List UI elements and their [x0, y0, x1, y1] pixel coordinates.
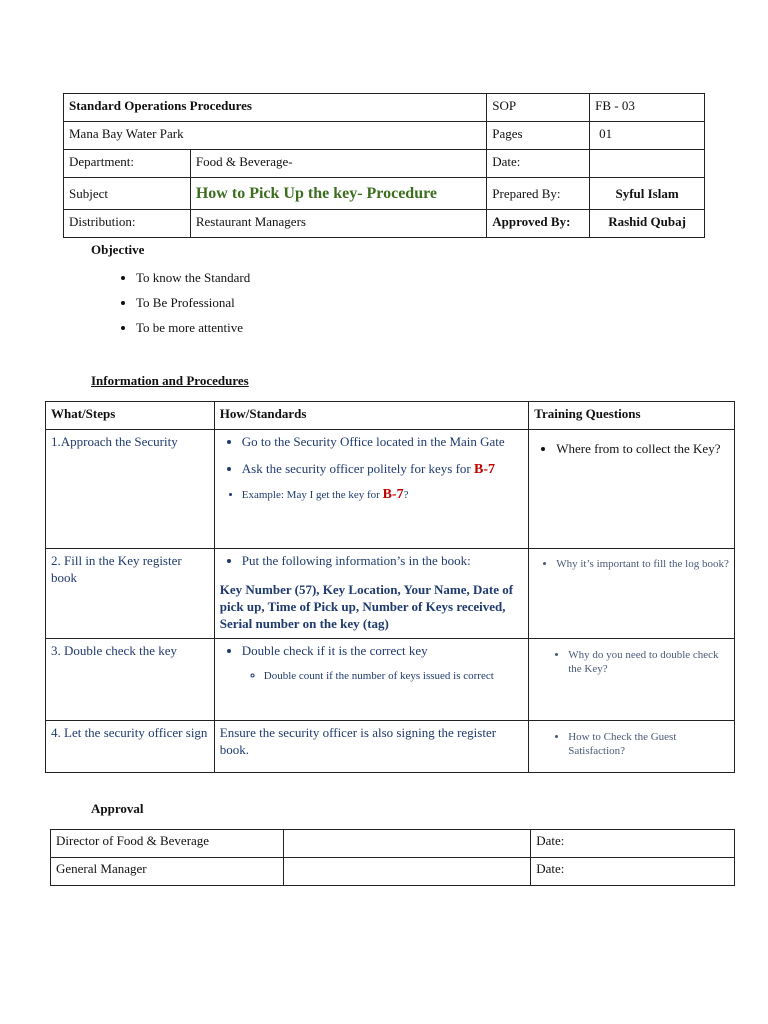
approval-date: Date:: [531, 858, 735, 886]
how-text-end: ?: [403, 489, 409, 501]
how-item: [242, 669, 523, 683]
department-label: Department:: [64, 150, 191, 178]
question-item: • Where from to collect the Key?: [556, 440, 729, 457]
pages-value: 01: [590, 122, 705, 150]
step-cell: 3. Double check the key: [46, 639, 215, 721]
org-name: Mana Bay Water Park: [64, 122, 487, 150]
objective-list: [93, 268, 250, 343]
sop-title: Standard Operations Procedures: [64, 94, 487, 122]
approval-signature: [283, 858, 531, 886]
step-cell: 2. Fill in the Key register book: [46, 549, 215, 639]
how-cell: [214, 430, 528, 549]
question-cell: [529, 430, 735, 549]
table-row: [46, 639, 735, 721]
objective-item: • To be more attentive: [136, 318, 250, 343]
how-item: • Put the following information’s in the book:: [242, 552, 523, 569]
objective-item: • To know the Standard: [136, 268, 250, 293]
question-item: • Why do you need to double check the Key?: [568, 648, 729, 676]
approval-table: [50, 829, 735, 886]
how-cell: Ensure the security officer is also signing the register book.: [214, 721, 528, 773]
how-item: • Double check if it is the correct key: [242, 642, 523, 659]
how-cell: [214, 549, 528, 639]
distribution-value: Restaurant Managers: [190, 210, 486, 238]
table-row: [46, 721, 735, 773]
procedures-heading: Information and Procedures: [91, 373, 249, 388]
prepared-value: Syful Islam: [590, 178, 705, 210]
how-item: [242, 488, 523, 502]
question-cell: [529, 639, 735, 721]
step-cell: 1.Approach the Security: [46, 430, 215, 549]
how-detail: Key Number (57), Key Location, Your Name, Date of pick up, Time of Pick up, Number of Keys received, Serial number on the key (tag): [219, 582, 514, 631]
question-item: • How to Check the Guest Satisfaction?: [568, 730, 729, 758]
how-subitem: ◦ Double count if the number of keys issued is correct: [264, 669, 523, 683]
approval-role: Director of Food & Beverage: [51, 830, 284, 858]
distribution-label: Distribution:: [64, 210, 191, 238]
sop-header-table: [63, 93, 705, 238]
how-text: Example: May I get the key for: [241, 489, 383, 501]
department-value: Food & Beverage-: [190, 150, 486, 178]
col-header-questions: Training Questions: [529, 402, 735, 430]
procedures-table: [45, 401, 735, 773]
header-row-org: [64, 122, 705, 150]
col-header-steps: What/Steps: [46, 402, 215, 430]
header-row-distribution: [64, 210, 705, 238]
question-cell: [529, 549, 735, 639]
how-text: Ask the security officer politely for keys for: [241, 461, 475, 476]
approved-value: Rashid Qubaj: [590, 210, 705, 238]
date-label: Date:: [487, 150, 590, 178]
approved-label: Approved By:: [487, 210, 590, 238]
how-item: [242, 460, 523, 478]
approval-heading: Approval: [91, 801, 144, 816]
subject-label: Subject: [64, 178, 191, 210]
how-item: • Go to the Security Office located in the Main Gate: [242, 433, 523, 450]
approval-role: General Manager: [51, 858, 284, 886]
question-item: • Why it’s important to fill the log book?: [556, 557, 729, 571]
procedures-header-row: [46, 402, 735, 430]
approval-date: Date:: [531, 830, 735, 858]
question-cell: [529, 721, 735, 773]
objective-item: • To Be Professional: [136, 293, 250, 318]
approval-row: [51, 830, 735, 858]
approval-signature: [283, 830, 531, 858]
objective-heading: Objective: [91, 242, 145, 257]
header-row-department: [64, 150, 705, 178]
sop-label: SOP: [487, 94, 590, 122]
how-cell: [214, 639, 528, 721]
step-cell: 4. Let the security officer sign: [46, 721, 215, 773]
subject-value: How to Pick Up the key- Procedure: [190, 178, 486, 210]
table-row: [46, 430, 735, 549]
key-ref: B-7: [382, 487, 404, 502]
header-row-subject: [64, 178, 705, 210]
sop-code: FB - 03: [590, 94, 705, 122]
key-ref: B-7: [474, 462, 496, 477]
approval-row: [51, 858, 735, 886]
pages-label: Pages: [487, 122, 590, 150]
col-header-how: How/Standards: [214, 402, 528, 430]
date-value: [590, 150, 705, 178]
header-row-title: [64, 94, 705, 122]
prepared-label: Prepared By:: [487, 178, 590, 210]
table-row: [46, 549, 735, 639]
